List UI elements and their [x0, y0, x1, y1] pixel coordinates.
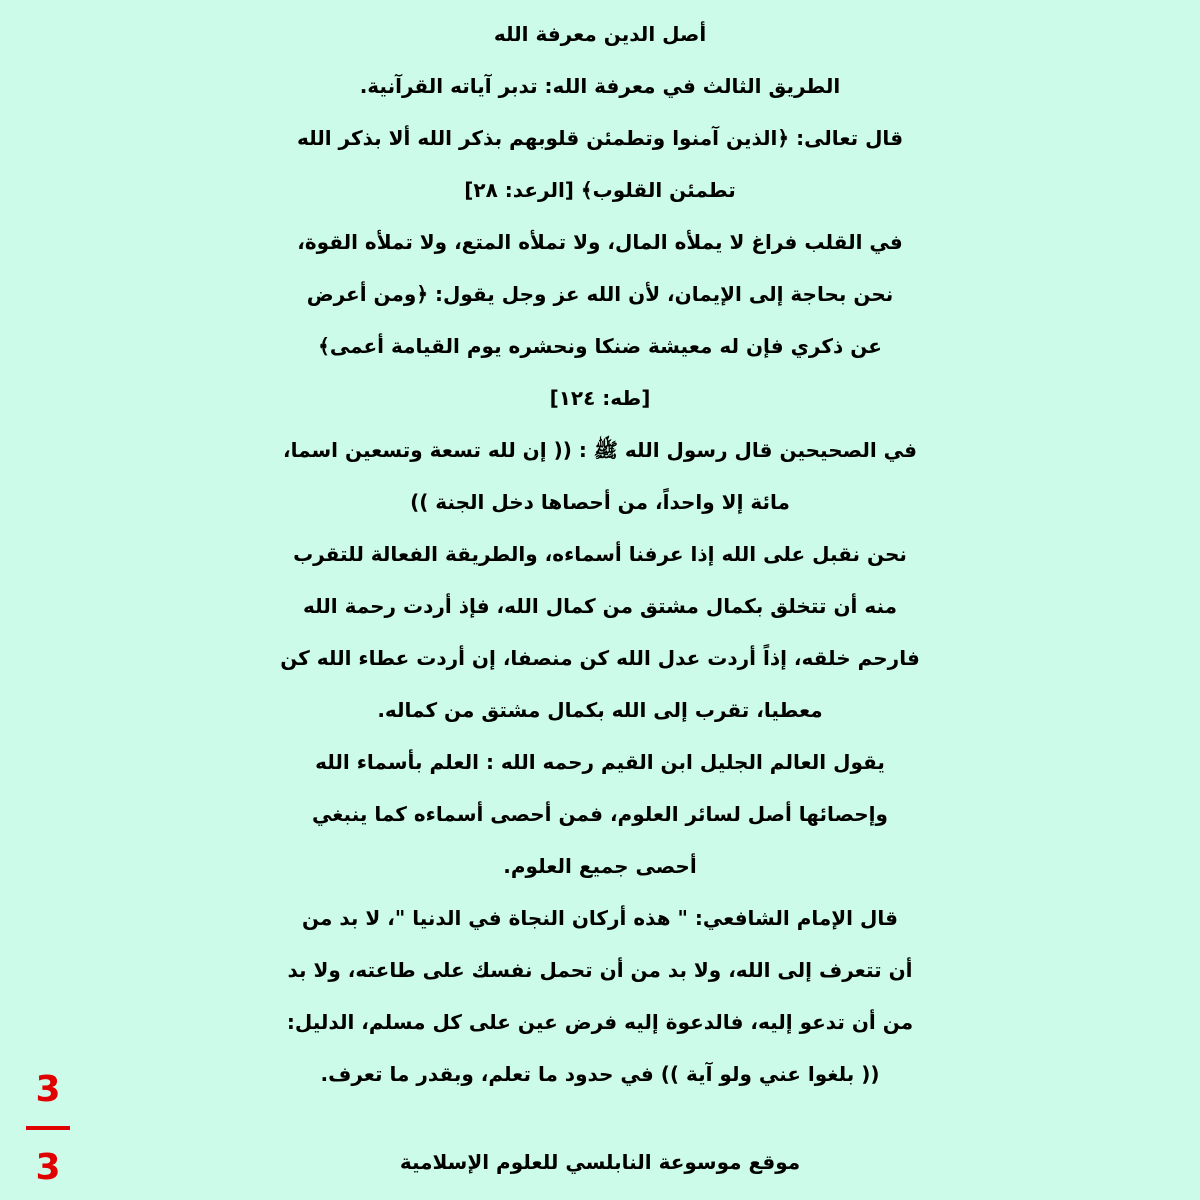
text-line: تطمئن القلوب﴾ [الرعد: ٢٨]	[464, 178, 736, 202]
text-line: يقول العالم الجليل ابن القيم رحمه الله : العلم بأسماء الله	[315, 750, 885, 774]
page-number-total: 3	[35, 1147, 61, 1188]
text-line: وإحصائها أصل لسائر العلوم، فمن أحصى أسماءه كما ينبغي	[312, 802, 888, 826]
text-line: فارحم خلقه، إذاً أردت عدل الله كن منصفا، إن أردت عطاء الله كن	[280, 646, 920, 670]
text-line: نحن بحاجة إلى الإيمان، لأن الله عز وجل يقول: ﴿ومن أعرض	[306, 282, 894, 306]
text-line: في الصحيحين قال رسول الله ﷺ : (( إن لله تسعة وتسعين اسما،	[282, 438, 918, 462]
text-line: معطيا، تقرب إلى الله بكمال مشتق من كماله.	[377, 698, 823, 722]
text-line: نحن نقبل على الله إذا عرفنا أسماءه، والطريقة الفعالة للتقرب	[293, 542, 907, 566]
text-line: في القلب فراغ لا يملأه المال، ولا تملأه المتع، ولا تملأه القوة،	[297, 230, 903, 254]
footer-source: موقع موسوعة النابلسي للعلوم الإسلامية	[399, 1150, 801, 1174]
text-line: منه أن تتخلق بكمال مشتق من كمال الله، فإذ أردت رحمة الله	[302, 594, 898, 618]
text-line: من أن تدعو إليه، فالدعوة إليه فرض عين على كل مسلم، الدليل:	[286, 1010, 914, 1034]
text-line: أحصى جميع العلوم.	[503, 854, 697, 878]
page-number-divider	[26, 1126, 70, 1130]
subtitle-line: الطريق الثالث في معرفة الله: تدبر آياته القرآنية.	[359, 74, 841, 98]
text-line: عن ذكري فإن له معيشة ضنكا ونحشره يوم القيامة أعمى﴾	[318, 334, 882, 358]
text-line: قال تعالى: ﴿الذين آمنوا وتطمئن قلوبهم بذكر الله ألا بذكر الله	[296, 126, 904, 150]
text-line: [طه: ١٢٤]	[549, 386, 651, 410]
text-line: أن تتعرف إلى الله، ولا بد من أن تحمل نفسك على طاعته، ولا بد	[287, 958, 913, 982]
page-number-current: 3	[35, 1069, 61, 1110]
document-title: أصل الدين معرفة الله	[493, 22, 707, 46]
text-line: قال الإمام الشافعي: " هذه أركان النجاة في الدنيا "، لا بد من	[302, 906, 898, 930]
text-line: مائة إلا واحداً، من أحصاها دخل الجنة ))	[410, 490, 790, 514]
text-line: (( بلغوا عني ولو آية )) في حدود ما تعلم، وبقدر ما تعرف.	[320, 1062, 880, 1086]
